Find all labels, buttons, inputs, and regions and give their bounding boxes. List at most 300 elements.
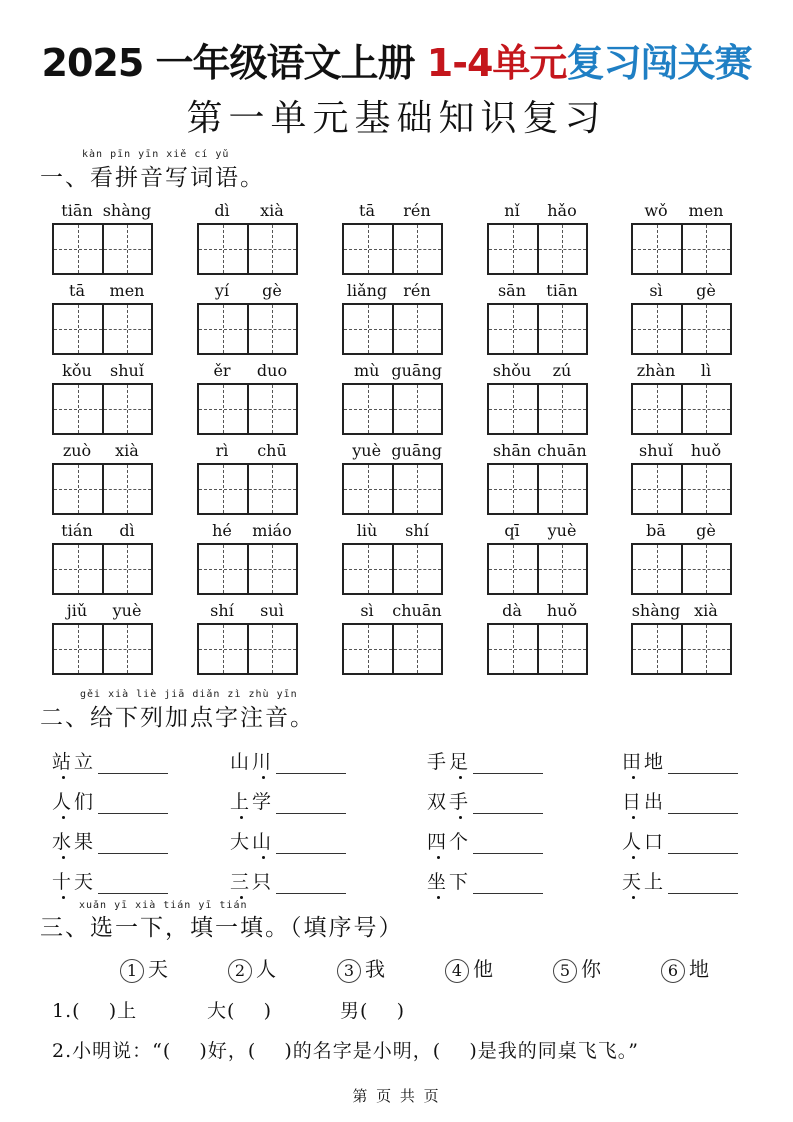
tianzige-grid xyxy=(342,623,443,675)
annotation-item xyxy=(230,747,346,774)
answer-blank[interactable] xyxy=(276,875,346,894)
annotation-item xyxy=(52,747,168,774)
character: 水 xyxy=(52,827,74,854)
option-number: 3 xyxy=(337,959,361,983)
pinyin-label xyxy=(197,520,297,542)
character: 双 xyxy=(427,791,450,813)
writing-cell[interactable] xyxy=(54,625,102,673)
pinyin-syllable: hǎo xyxy=(547,201,577,220)
word-writing-box xyxy=(487,600,587,674)
annotation-item xyxy=(52,867,168,894)
writing-cell[interactable] xyxy=(392,225,442,273)
character: 四 xyxy=(427,827,449,854)
pinyin-label xyxy=(197,600,297,622)
word-writing-box xyxy=(52,280,152,354)
pinyin-syllable: shí xyxy=(210,601,234,620)
answer-blank[interactable] xyxy=(473,755,543,774)
pinyin-label xyxy=(52,360,152,382)
tianzige-grid xyxy=(52,223,153,275)
word-writing-box xyxy=(52,360,152,434)
pinyin-syllable: yuè xyxy=(547,521,577,540)
choice-option xyxy=(120,953,168,983)
writing-cell[interactable] xyxy=(633,225,681,273)
writing-cell[interactable] xyxy=(537,305,587,353)
pinyin-syllable: huǒ xyxy=(546,601,578,620)
tianzige-grid xyxy=(631,543,732,595)
writing-cell[interactable] xyxy=(633,305,681,353)
pinyin-label xyxy=(631,600,731,622)
writing-cell[interactable] xyxy=(247,225,297,273)
writing-cell[interactable] xyxy=(681,545,731,593)
annotation-item xyxy=(230,787,346,814)
writing-cell[interactable] xyxy=(247,625,297,673)
writing-cell[interactable] xyxy=(633,625,681,673)
word-writing-box xyxy=(197,440,297,514)
choice-option xyxy=(445,953,493,983)
writing-cell[interactable] xyxy=(537,625,587,673)
word-writing-box xyxy=(487,280,587,354)
pinyin-syllable: tiān xyxy=(546,281,578,300)
character: 手 xyxy=(449,787,471,814)
writing-cell[interactable] xyxy=(247,385,297,433)
section2-title: 二、给下列加点字注音。 xyxy=(40,705,315,731)
character: 上 xyxy=(644,871,667,893)
option-number: 2 xyxy=(228,959,252,983)
pinyin-label xyxy=(342,600,442,622)
option-character: 你 xyxy=(581,957,601,981)
pinyin-syllable: miáo xyxy=(252,521,292,540)
tianzige-grid xyxy=(197,383,298,435)
pinyin-syllable: duo xyxy=(256,361,288,380)
writing-cell[interactable] xyxy=(392,305,442,353)
answer-blank[interactable] xyxy=(276,835,346,854)
writing-cell[interactable] xyxy=(344,545,392,593)
word-writing-box xyxy=(52,520,152,594)
writing-cell[interactable] xyxy=(489,385,537,433)
writing-cell[interactable] xyxy=(247,305,297,353)
pinyin-syllable: liǎng xyxy=(346,281,388,300)
writing-cell[interactable] xyxy=(489,305,537,353)
pinyin-syllable: sì xyxy=(649,281,663,300)
word-writing-box xyxy=(52,440,152,514)
tianzige-grid xyxy=(342,463,443,515)
word-writing-box xyxy=(631,280,731,354)
writing-cell[interactable] xyxy=(199,625,247,673)
pinyin-syllable: chuān xyxy=(537,441,587,460)
writing-cell[interactable] xyxy=(344,305,392,353)
pinyin-label xyxy=(342,280,442,302)
word-writing-box xyxy=(631,440,731,514)
tianzige-grid xyxy=(197,223,298,275)
character: 人 xyxy=(52,787,74,814)
writing-cell[interactable] xyxy=(199,385,247,433)
pinyin-syllable: zú xyxy=(552,361,572,380)
writing-cell[interactable] xyxy=(681,625,731,673)
answer-blank[interactable] xyxy=(276,755,346,774)
pinyin-syllable: bā xyxy=(646,521,666,540)
option-character: 人 xyxy=(256,957,276,981)
writing-cell[interactable] xyxy=(102,465,152,513)
pinyin-syllable: shuǐ xyxy=(110,361,144,380)
pinyin-label xyxy=(487,600,587,622)
title-black: 2025 一年级语文上册 xyxy=(41,41,427,85)
pinyin-syllable: dì xyxy=(119,521,135,540)
character: 学 xyxy=(252,791,275,813)
answer-blank[interactable] xyxy=(473,795,543,814)
writing-cell[interactable] xyxy=(344,385,392,433)
pinyin-syllable: tiān xyxy=(61,201,93,220)
answer-blank[interactable] xyxy=(98,835,168,854)
word-writing-box xyxy=(631,360,731,434)
title-red: 1-4单元 xyxy=(426,41,567,85)
character: 站 xyxy=(52,747,74,774)
tianzige-grid xyxy=(631,223,732,275)
tianzige-grid xyxy=(197,463,298,515)
pinyin-syllable: rén xyxy=(403,201,431,220)
answer-blank[interactable] xyxy=(98,755,168,774)
pinyin-syllable: suì xyxy=(260,601,284,620)
writing-cell[interactable] xyxy=(102,305,152,353)
section1-pinyin: kàn pīn yīn xiě cí yǔ xyxy=(82,149,230,160)
pinyin-syllable: xià xyxy=(260,201,284,220)
writing-cell[interactable] xyxy=(392,625,442,673)
pinyin-syllable: shí xyxy=(405,521,429,540)
pinyin-syllable: gè xyxy=(696,521,716,540)
writing-cell[interactable] xyxy=(344,465,392,513)
pinyin-syllable: hé xyxy=(212,521,232,540)
question-2[interactable]: 2.小明说：“( )好，( )的名字是小明，( )是我的同桌飞飞。” xyxy=(52,1040,640,1062)
word-writing-box xyxy=(197,280,297,354)
writing-cell[interactable] xyxy=(102,225,152,273)
writing-cell[interactable] xyxy=(681,465,731,513)
pinyin-syllable: shuǐ xyxy=(639,441,673,460)
pinyin-syllable: xià xyxy=(115,441,139,460)
writing-cell[interactable] xyxy=(537,385,587,433)
writing-cell[interactable] xyxy=(633,545,681,593)
answer-blank[interactable] xyxy=(668,755,738,774)
pinyin-syllable: jiǔ xyxy=(66,601,88,620)
character: 十 xyxy=(52,867,74,894)
annotation-item xyxy=(230,867,346,894)
word-writing-box xyxy=(197,600,297,674)
answer-blank[interactable] xyxy=(98,795,168,814)
option-number: 5 xyxy=(553,959,577,983)
word-writing-box xyxy=(52,200,152,274)
tianzige-grid xyxy=(487,223,588,275)
annotation-item xyxy=(427,747,543,774)
annotation-item xyxy=(622,867,738,894)
writing-cell[interactable] xyxy=(247,545,297,593)
writing-cell[interactable] xyxy=(199,545,247,593)
pinyin-label xyxy=(197,440,297,462)
pinyin-label xyxy=(52,600,152,622)
annotation-item xyxy=(230,827,346,854)
worksheet-subtitle: 第一单元基础知识复习 xyxy=(186,98,607,139)
annotation-item xyxy=(427,827,543,854)
option-character: 天 xyxy=(148,957,168,981)
answer-blank[interactable] xyxy=(668,795,738,814)
pinyin-syllable: guāng xyxy=(391,441,442,460)
section2-pinyin: gěi xià liè jiā diǎn zì zhù yīn xyxy=(80,689,298,700)
writing-cell[interactable] xyxy=(54,465,102,513)
character: 出 xyxy=(644,791,667,813)
pinyin-syllable: zhàn xyxy=(636,361,676,380)
writing-cell[interactable] xyxy=(344,625,392,673)
character: 天 xyxy=(622,867,644,894)
character: 果 xyxy=(74,831,97,853)
section3-pinyin: xuǎn yī xià tián yī tián xyxy=(79,900,248,911)
answer-blank[interactable] xyxy=(473,875,543,894)
tianzige-grid xyxy=(487,463,588,515)
tianzige-grid xyxy=(487,303,588,355)
writing-cell[interactable] xyxy=(54,385,102,433)
pinyin-syllable: sān xyxy=(497,281,527,300)
tianzige-grid xyxy=(52,623,153,675)
word-writing-box xyxy=(631,200,731,274)
pinyin-label xyxy=(52,440,152,462)
character: 手 xyxy=(427,751,450,773)
pinyin-label xyxy=(197,200,297,222)
pinyin-syllable: shǒu xyxy=(492,361,532,380)
word-writing-box xyxy=(342,520,442,594)
word-writing-box xyxy=(342,360,442,434)
word-writing-box xyxy=(342,600,442,674)
word-writing-box xyxy=(342,440,442,514)
word-writing-box xyxy=(487,520,587,594)
tianzige-grid xyxy=(487,623,588,675)
pinyin-label xyxy=(342,520,442,542)
writing-cell[interactable] xyxy=(489,545,537,593)
pinyin-label xyxy=(631,360,731,382)
pinyin-label xyxy=(52,200,152,222)
character: 只 xyxy=(252,871,275,893)
word-writing-box xyxy=(197,360,297,434)
pinyin-label xyxy=(197,360,297,382)
word-writing-box xyxy=(197,200,297,274)
annotation-item xyxy=(427,867,543,894)
character: 上 xyxy=(230,787,252,814)
word-writing-box xyxy=(52,600,152,674)
pinyin-label xyxy=(631,520,731,542)
section1-title: 一、看拼音写词语。 xyxy=(40,165,265,191)
character: 坐 xyxy=(427,867,449,894)
pinyin-syllable: tā xyxy=(359,201,375,220)
tianzige-grid xyxy=(631,303,732,355)
pinyin-syllable: liù xyxy=(356,521,378,540)
option-number: 1 xyxy=(120,959,144,983)
annotation-item xyxy=(622,747,738,774)
character: 们 xyxy=(74,791,97,813)
writing-cell[interactable] xyxy=(344,225,392,273)
word-writing-box xyxy=(342,200,442,274)
character: 口 xyxy=(644,831,667,853)
page-footer: 第 页 共 页 xyxy=(352,1087,441,1105)
pinyin-syllable: gè xyxy=(262,281,282,300)
character: 川 xyxy=(252,747,274,774)
writing-cell[interactable] xyxy=(489,465,537,513)
tianzige-grid xyxy=(342,303,443,355)
choice-option xyxy=(337,953,385,983)
writing-cell[interactable] xyxy=(54,305,102,353)
pinyin-label xyxy=(197,280,297,302)
writing-cell[interactable] xyxy=(537,545,587,593)
tianzige-grid xyxy=(52,383,153,435)
option-character: 我 xyxy=(365,957,385,981)
choice-option xyxy=(228,953,276,983)
word-writing-box xyxy=(487,440,587,514)
pinyin-syllable: men xyxy=(109,281,145,300)
tianzige-grid xyxy=(197,303,298,355)
choice-option xyxy=(661,953,709,983)
writing-cell[interactable] xyxy=(102,545,152,593)
tianzige-grid xyxy=(52,303,153,355)
pinyin-label xyxy=(342,440,442,462)
word-writing-box xyxy=(487,200,587,274)
tianzige-grid xyxy=(487,543,588,595)
question-1-part-b[interactable]: 大( ) xyxy=(207,1000,272,1022)
annotation-item xyxy=(52,787,168,814)
annotation-item xyxy=(427,787,543,814)
annotation-item xyxy=(622,787,738,814)
pinyin-label xyxy=(487,280,587,302)
writing-cell[interactable] xyxy=(489,225,537,273)
writing-cell[interactable] xyxy=(681,385,731,433)
tianzige-grid xyxy=(52,543,153,595)
tianzige-grid xyxy=(197,543,298,595)
word-writing-box xyxy=(487,360,587,434)
pinyin-syllable: wǒ xyxy=(644,201,668,220)
tianzige-grid xyxy=(342,383,443,435)
character: 地 xyxy=(644,751,667,773)
answer-blank[interactable] xyxy=(473,835,543,854)
pinyin-syllable: xià xyxy=(694,601,718,620)
character: 大 xyxy=(230,831,253,853)
pinyin-label xyxy=(631,280,731,302)
pinyin-syllable: qī xyxy=(504,521,520,540)
tianzige-grid xyxy=(342,223,443,275)
tianzige-grid xyxy=(342,543,443,595)
pinyin-syllable: huǒ xyxy=(690,441,722,460)
character: 日 xyxy=(622,787,644,814)
writing-cell[interactable] xyxy=(199,225,247,273)
pinyin-syllable: chū xyxy=(257,441,287,460)
question-1-part-c[interactable]: 男( ) xyxy=(340,1000,405,1022)
writing-cell[interactable] xyxy=(633,465,681,513)
writing-cell[interactable] xyxy=(54,225,102,273)
pinyin-syllable: gè xyxy=(696,281,716,300)
question-1-part-a[interactable]: 1.( )上 xyxy=(52,1000,138,1022)
section3-title: 三、选一下，填一填。（填序号） xyxy=(40,915,404,941)
tianzige-grid xyxy=(631,623,732,675)
writing-cell[interactable] xyxy=(54,545,102,593)
character: 天 xyxy=(74,871,97,893)
pinyin-syllable: kǒu xyxy=(62,361,92,380)
writing-cell[interactable] xyxy=(199,305,247,353)
character: 立 xyxy=(74,751,97,773)
pinyin-syllable: yuè xyxy=(112,601,142,620)
pinyin-syllable: chuān xyxy=(392,601,442,620)
character: 人 xyxy=(622,827,644,854)
pinyin-label xyxy=(487,200,587,222)
writing-cell[interactable] xyxy=(102,625,152,673)
answer-blank[interactable] xyxy=(668,875,738,894)
pinyin-syllable: shān xyxy=(492,441,532,460)
tianzige-grid xyxy=(631,383,732,435)
pinyin-syllable: shàng xyxy=(631,601,681,620)
pinyin-syllable: rén xyxy=(403,281,431,300)
pinyin-syllable: shàng xyxy=(102,201,152,220)
pinyin-label xyxy=(52,280,152,302)
pinyin-syllable: men xyxy=(688,201,724,220)
tianzige-grid xyxy=(487,383,588,435)
pinyin-syllable: rì xyxy=(215,441,229,460)
answer-blank[interactable] xyxy=(98,875,168,894)
answer-blank[interactable] xyxy=(668,835,738,854)
tianzige-grid xyxy=(631,463,732,515)
pinyin-syllable: guāng xyxy=(391,361,442,380)
word-writing-box xyxy=(197,520,297,594)
word-writing-box xyxy=(631,600,731,674)
annotation-item xyxy=(52,827,168,854)
pinyin-syllable: mù xyxy=(353,361,380,380)
writing-cell[interactable] xyxy=(247,465,297,513)
writing-cell[interactable] xyxy=(489,625,537,673)
character: 三 xyxy=(230,867,252,894)
pinyin-label xyxy=(631,440,731,462)
pinyin-syllable: tián xyxy=(61,521,93,540)
pinyin-label xyxy=(487,520,587,542)
pinyin-label xyxy=(631,200,731,222)
pinyin-label xyxy=(52,520,152,542)
writing-cell[interactable] xyxy=(392,545,442,593)
character: 山 xyxy=(230,751,253,773)
pinyin-label xyxy=(342,200,442,222)
writing-cell[interactable] xyxy=(392,465,442,513)
tianzige-grid xyxy=(52,463,153,515)
pinyin-syllable: dà xyxy=(502,601,522,620)
character: 足 xyxy=(449,747,471,774)
pinyin-syllable: tā xyxy=(69,281,85,300)
option-character: 地 xyxy=(689,957,709,981)
writing-cell[interactable] xyxy=(537,225,587,273)
writing-cell[interactable] xyxy=(537,465,587,513)
tianzige-grid xyxy=(197,623,298,675)
option-number: 4 xyxy=(445,959,469,983)
writing-cell[interactable] xyxy=(102,385,152,433)
writing-cell[interactable] xyxy=(392,385,442,433)
pinyin-syllable: yuè xyxy=(352,441,382,460)
pinyin-syllable: dì xyxy=(214,201,230,220)
writing-cell[interactable] xyxy=(681,225,731,273)
pinyin-syllable: yí xyxy=(214,281,230,300)
word-writing-box xyxy=(631,520,731,594)
choice-option xyxy=(553,953,601,983)
pinyin-syllable: ěr xyxy=(213,361,231,380)
writing-cell[interactable] xyxy=(633,385,681,433)
writing-cell[interactable] xyxy=(199,465,247,513)
pinyin-syllable: sì xyxy=(360,601,374,620)
character: 个 xyxy=(449,831,472,853)
pinyin-syllable: zuò xyxy=(62,441,92,460)
answer-blank[interactable] xyxy=(276,795,346,814)
character: 山 xyxy=(252,827,274,854)
annotation-item xyxy=(622,827,738,854)
pinyin-syllable: nǐ xyxy=(504,201,520,220)
word-writing-box xyxy=(342,280,442,354)
writing-cell[interactable] xyxy=(681,305,731,353)
option-number: 6 xyxy=(661,959,685,983)
pinyin-syllable: lì xyxy=(700,361,712,380)
